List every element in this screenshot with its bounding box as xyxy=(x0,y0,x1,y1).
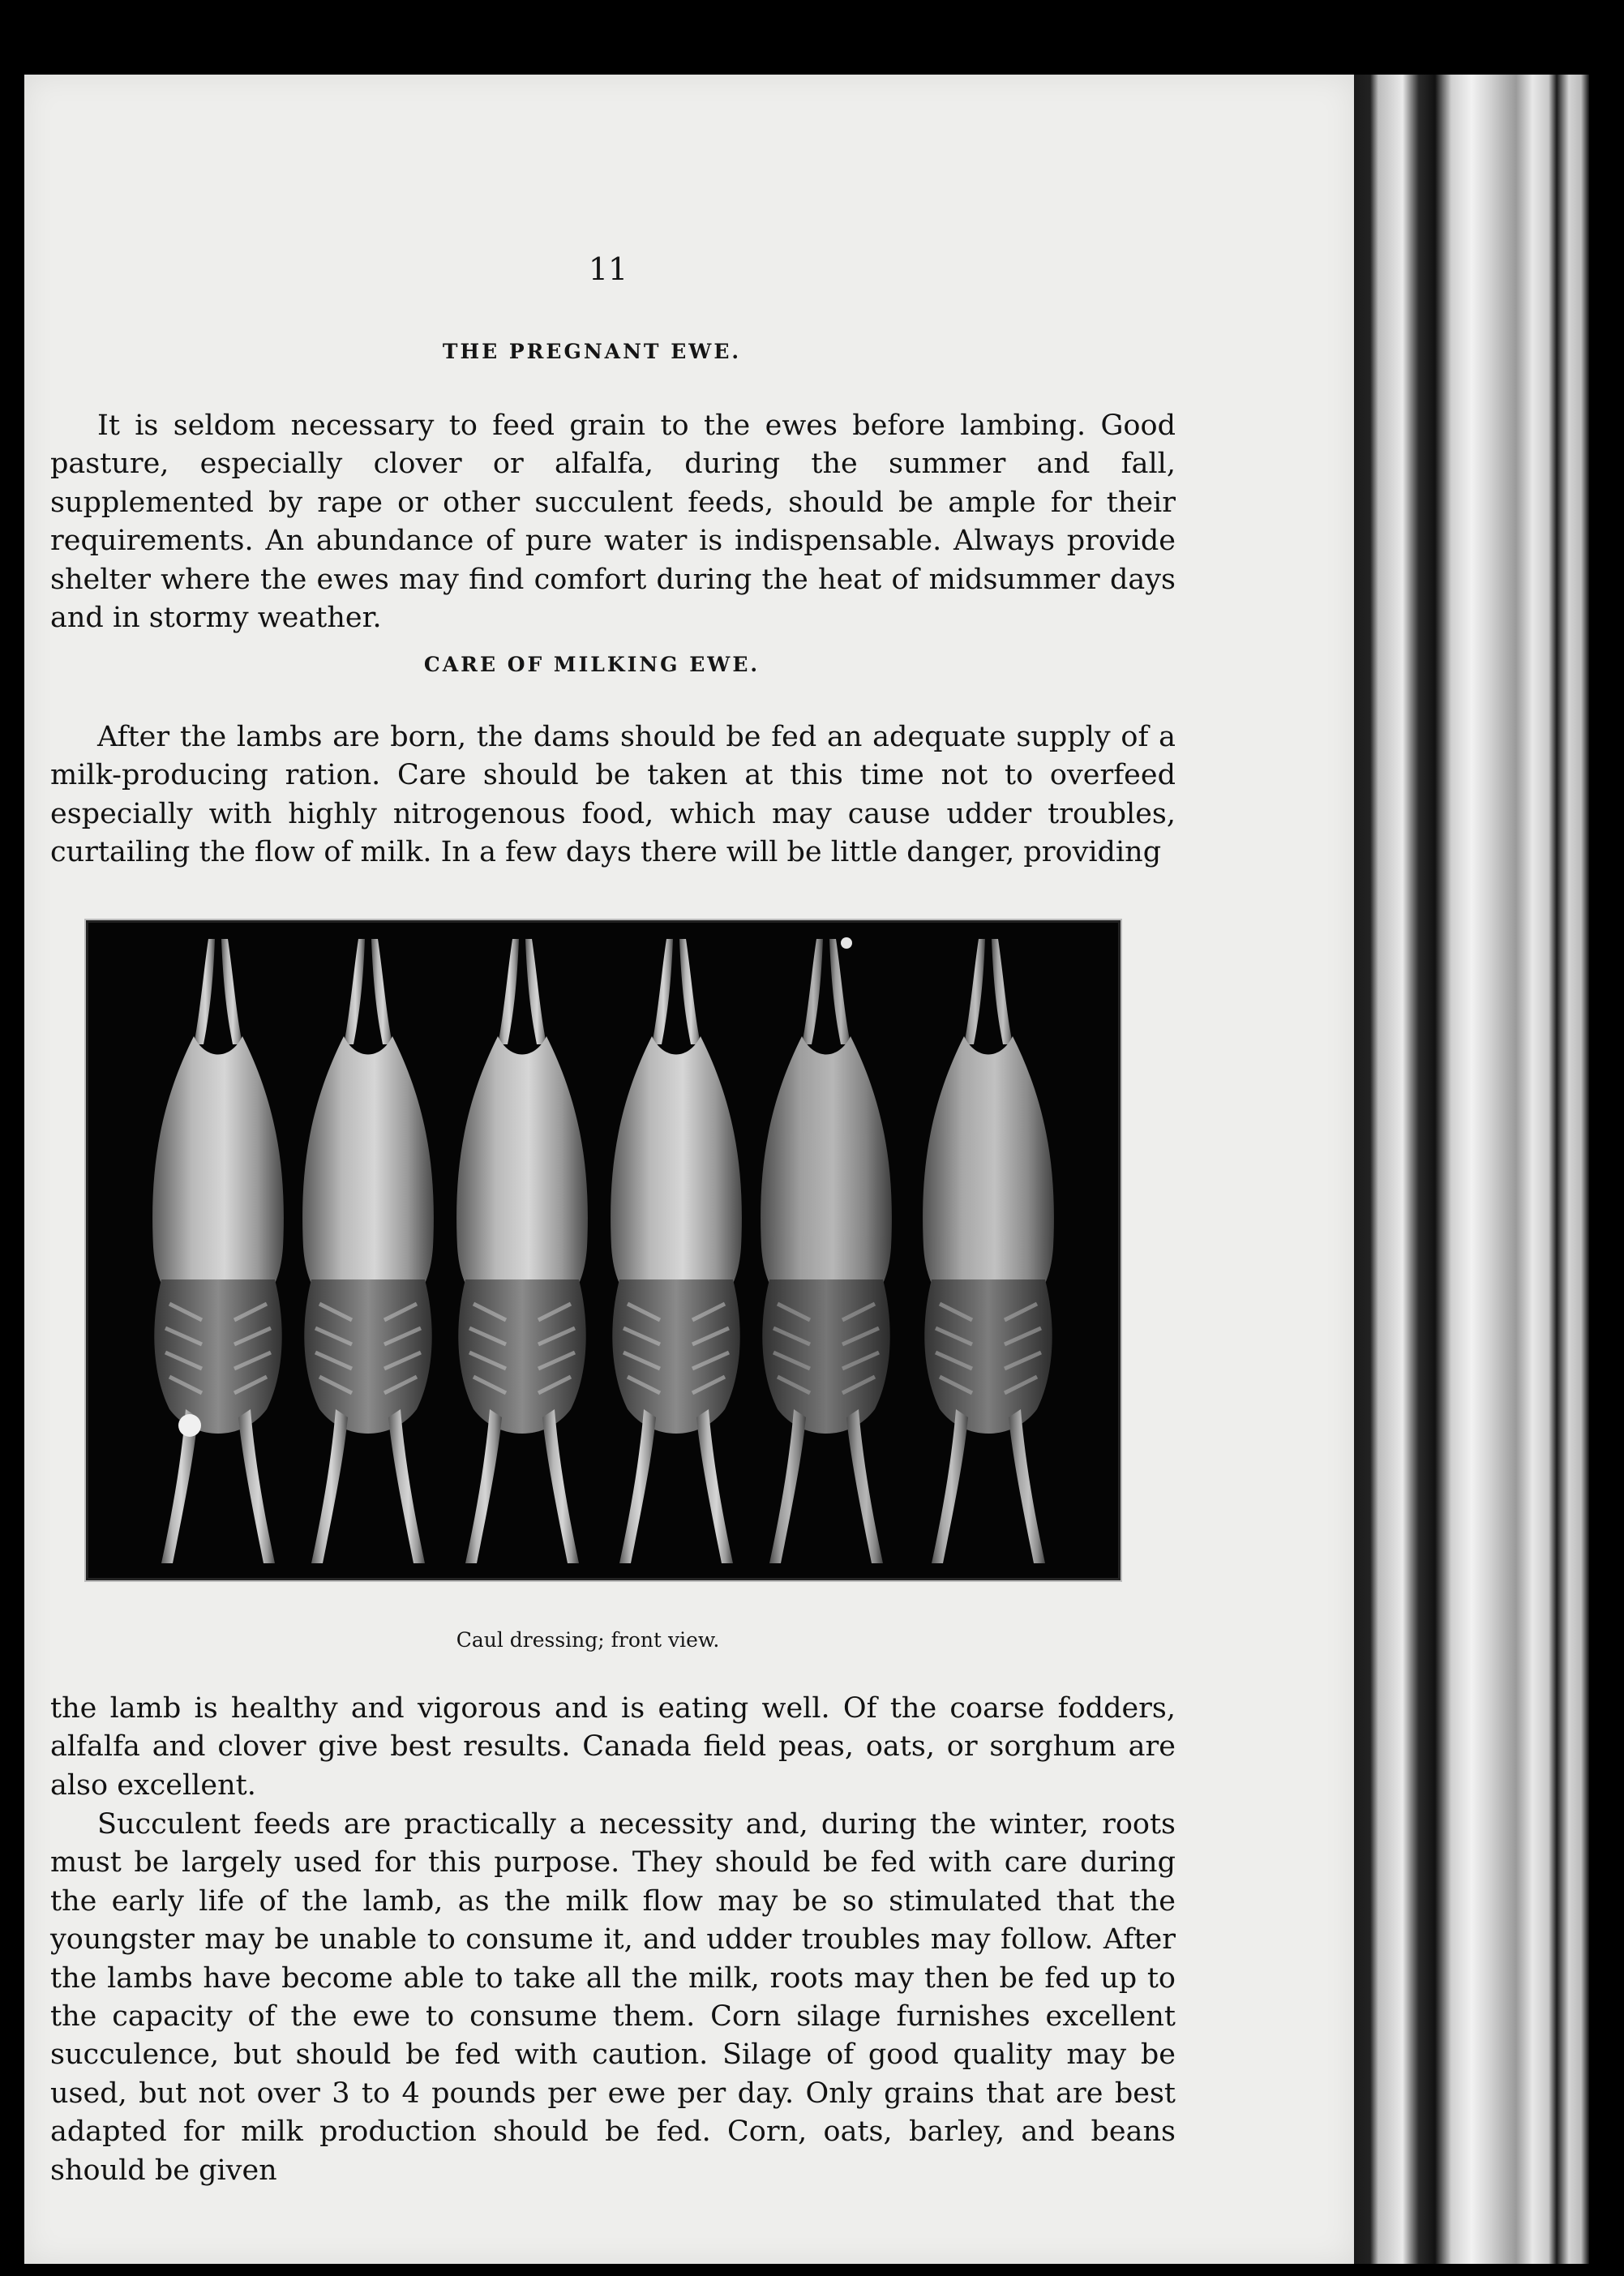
book-edge xyxy=(1330,75,1589,2264)
paragraph-text: It is seldom necessary to feed grain to the ewes before lambing. Good pasture, especially clover or alfalfa, during the summer and fall, supplemented by rape or other succulent feeds, should be ample for their requirements. An abundance of pure water is indispensable. Always provide shelter where the ewes may find comfort during the heat of midsummer days and in stormy weather. xyxy=(50,409,1176,635)
paragraph-text: Succulent feeds are practically a necessity and, during the winter, roots must be largely used for this purpose. They should be fed with care during the early life of the lamb, as the milk flow may be so stimulated that the youngster may be unable to consume it, and udder troubles may follow. After the lambs have become able to take all the milk, roots may then be fed up to the capacity of the ewe to consume them. Corn silage furnishes excellent succulence, but should be fed with caution. Silage of good quality may be used, but not over 3 to 4 pounds per ewe per day. Only grains that are best adapted for milk production should be fed. Corn, oats, barley, and beans should be given xyxy=(50,1808,1176,2187)
book-page xyxy=(24,75,1354,2264)
paragraph-text: After the lambs are born, the dams should be fed an adequate supply of a milk-producing ration. Care should be taken at this time not to overfeed especially with highly nitrogenous food, which may cause udder troubles, curtailing the flow of milk. In a few days there will be little danger, providing xyxy=(50,721,1176,869)
hanging-carcasses-photo xyxy=(88,923,1118,1578)
carcass-photograph xyxy=(86,920,1121,1580)
paragraph-pregnant-ewe xyxy=(50,407,1176,637)
figure-caption: Caul dressing; front view. xyxy=(456,1628,720,1652)
paragraph-continued xyxy=(50,1690,1176,1805)
paragraph-milking-ewe xyxy=(50,718,1176,872)
section-heading-pregnant-ewe: THE PREGNANT EWE. xyxy=(442,340,742,363)
page-number: 11 xyxy=(588,251,628,287)
section-heading-milking-ewe: CARE OF MILKING EWE. xyxy=(423,653,761,676)
paragraph-text: the lamb is healthy and vigorous and is eating well. Of the coarse fodders, alfalfa and clover give best results. Canada field peas, oats, or sorghum are also excellent. xyxy=(50,1692,1176,1802)
paragraph-succulent-feeds xyxy=(50,1806,1176,2190)
